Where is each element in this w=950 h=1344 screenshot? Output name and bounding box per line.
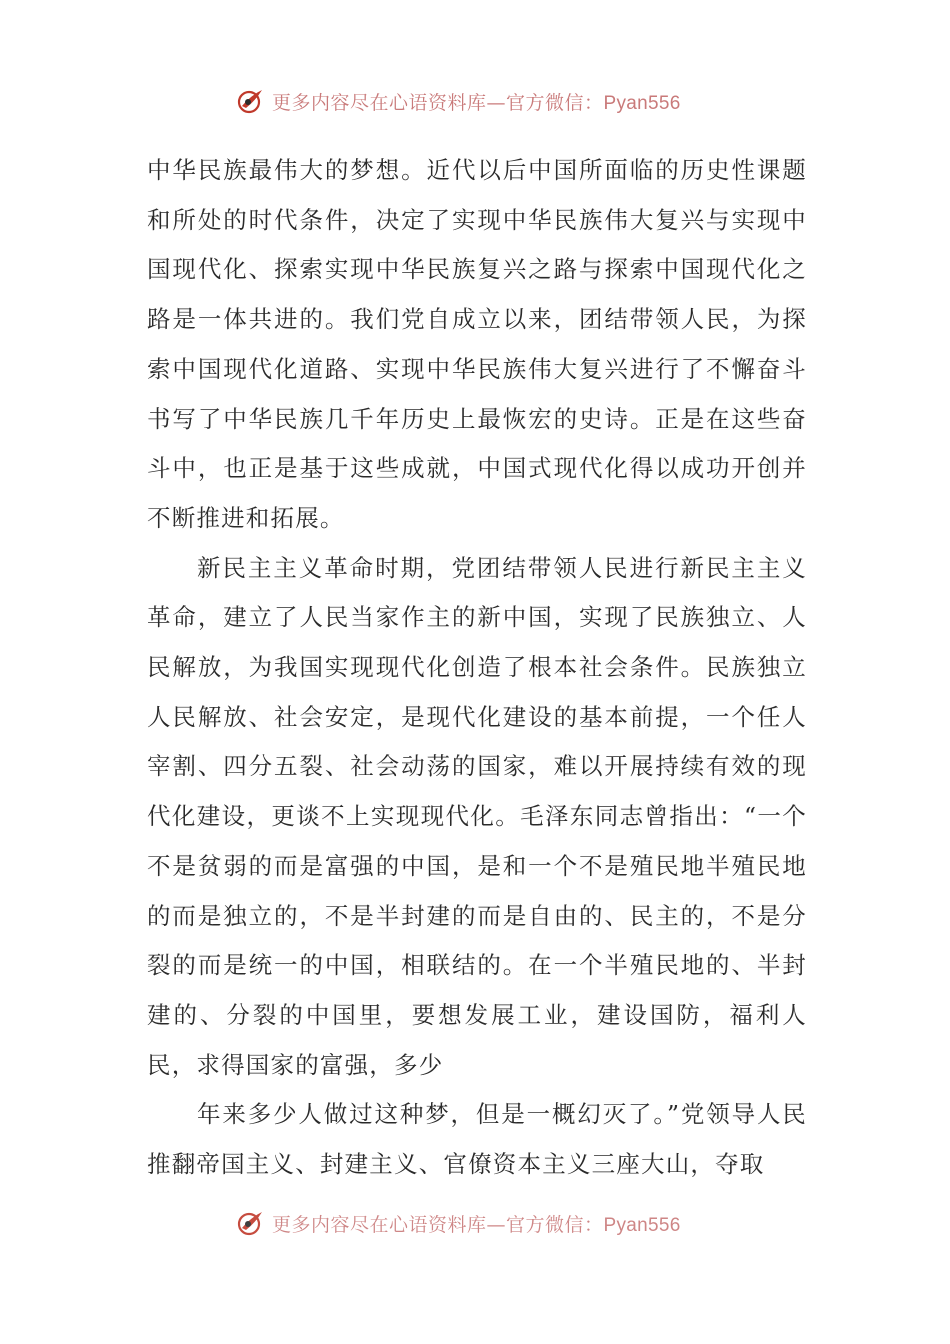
watermark-footer [236,1208,681,1238]
brush-logo-icon [236,1208,266,1238]
watermark-text: 更多内容尽在心语资料库—官方微信： [272,1213,604,1236]
paragraph-2: 新民主主义革命时期，党团结带领人民进行新民主主义革命，建立了人民当家作主的新中国，实现了民族独立、人民解放，为我国实现现代化创造了根本社会条件。民族独立人民解放、社会安定，是现代化建设的基本前提，一个任人宰割、四分五裂、社会动荡的国家，难以开展持续有效的现代化建设，更谈不上实现现代化。毛泽东同志曾指出：“一个不是贫弱的而是富强的中国，是和一个不是殖民地半殖民地的而是独立的，不是半封建的而是自由的、民主的，不是分裂的而是统一的中国，相联结的。在一个半殖民地的、半封建的、分裂的中国里，要想发展工业，建设国防，福利人民，求得国家的富强，多少 [147,553,807,1079]
watermark-header [236,86,681,116]
watermark-text: 更多内容尽在心语资料库—官方微信： [272,91,604,114]
paragraph-1: 中华民族最伟大的梦想。近代以后中国所面临的历史性课题和所处的时代条件，决定了实现中华民族伟大复兴与实现中国现代化、探索实现中华民族复兴之路与探索中国现代化之路是一体共进的。我们党自成立以来，团结带领人民，为探索中国现代化道路、实现中华民族伟大复兴进行了不懈奋斗书写了中华民族几千年历史上最恢宏的史诗。正是在这些奋斗中，也正是基于这些成就，中国式现代化得以成功开创并不断推进和拓展。 [147,156,807,532]
watermark-handle: Pyan556 [603,1214,681,1236]
document-body [147,146,807,1190]
paragraph-3: 年来多少人做过这种梦，但是一概幻灭了。”党领导人民推翻帝国主义、封建主义、官僚资本主义三座大山，夺取 [147,1100,807,1179]
watermark-handle: Pyan556 [603,92,681,114]
brush-logo-icon [236,86,266,116]
